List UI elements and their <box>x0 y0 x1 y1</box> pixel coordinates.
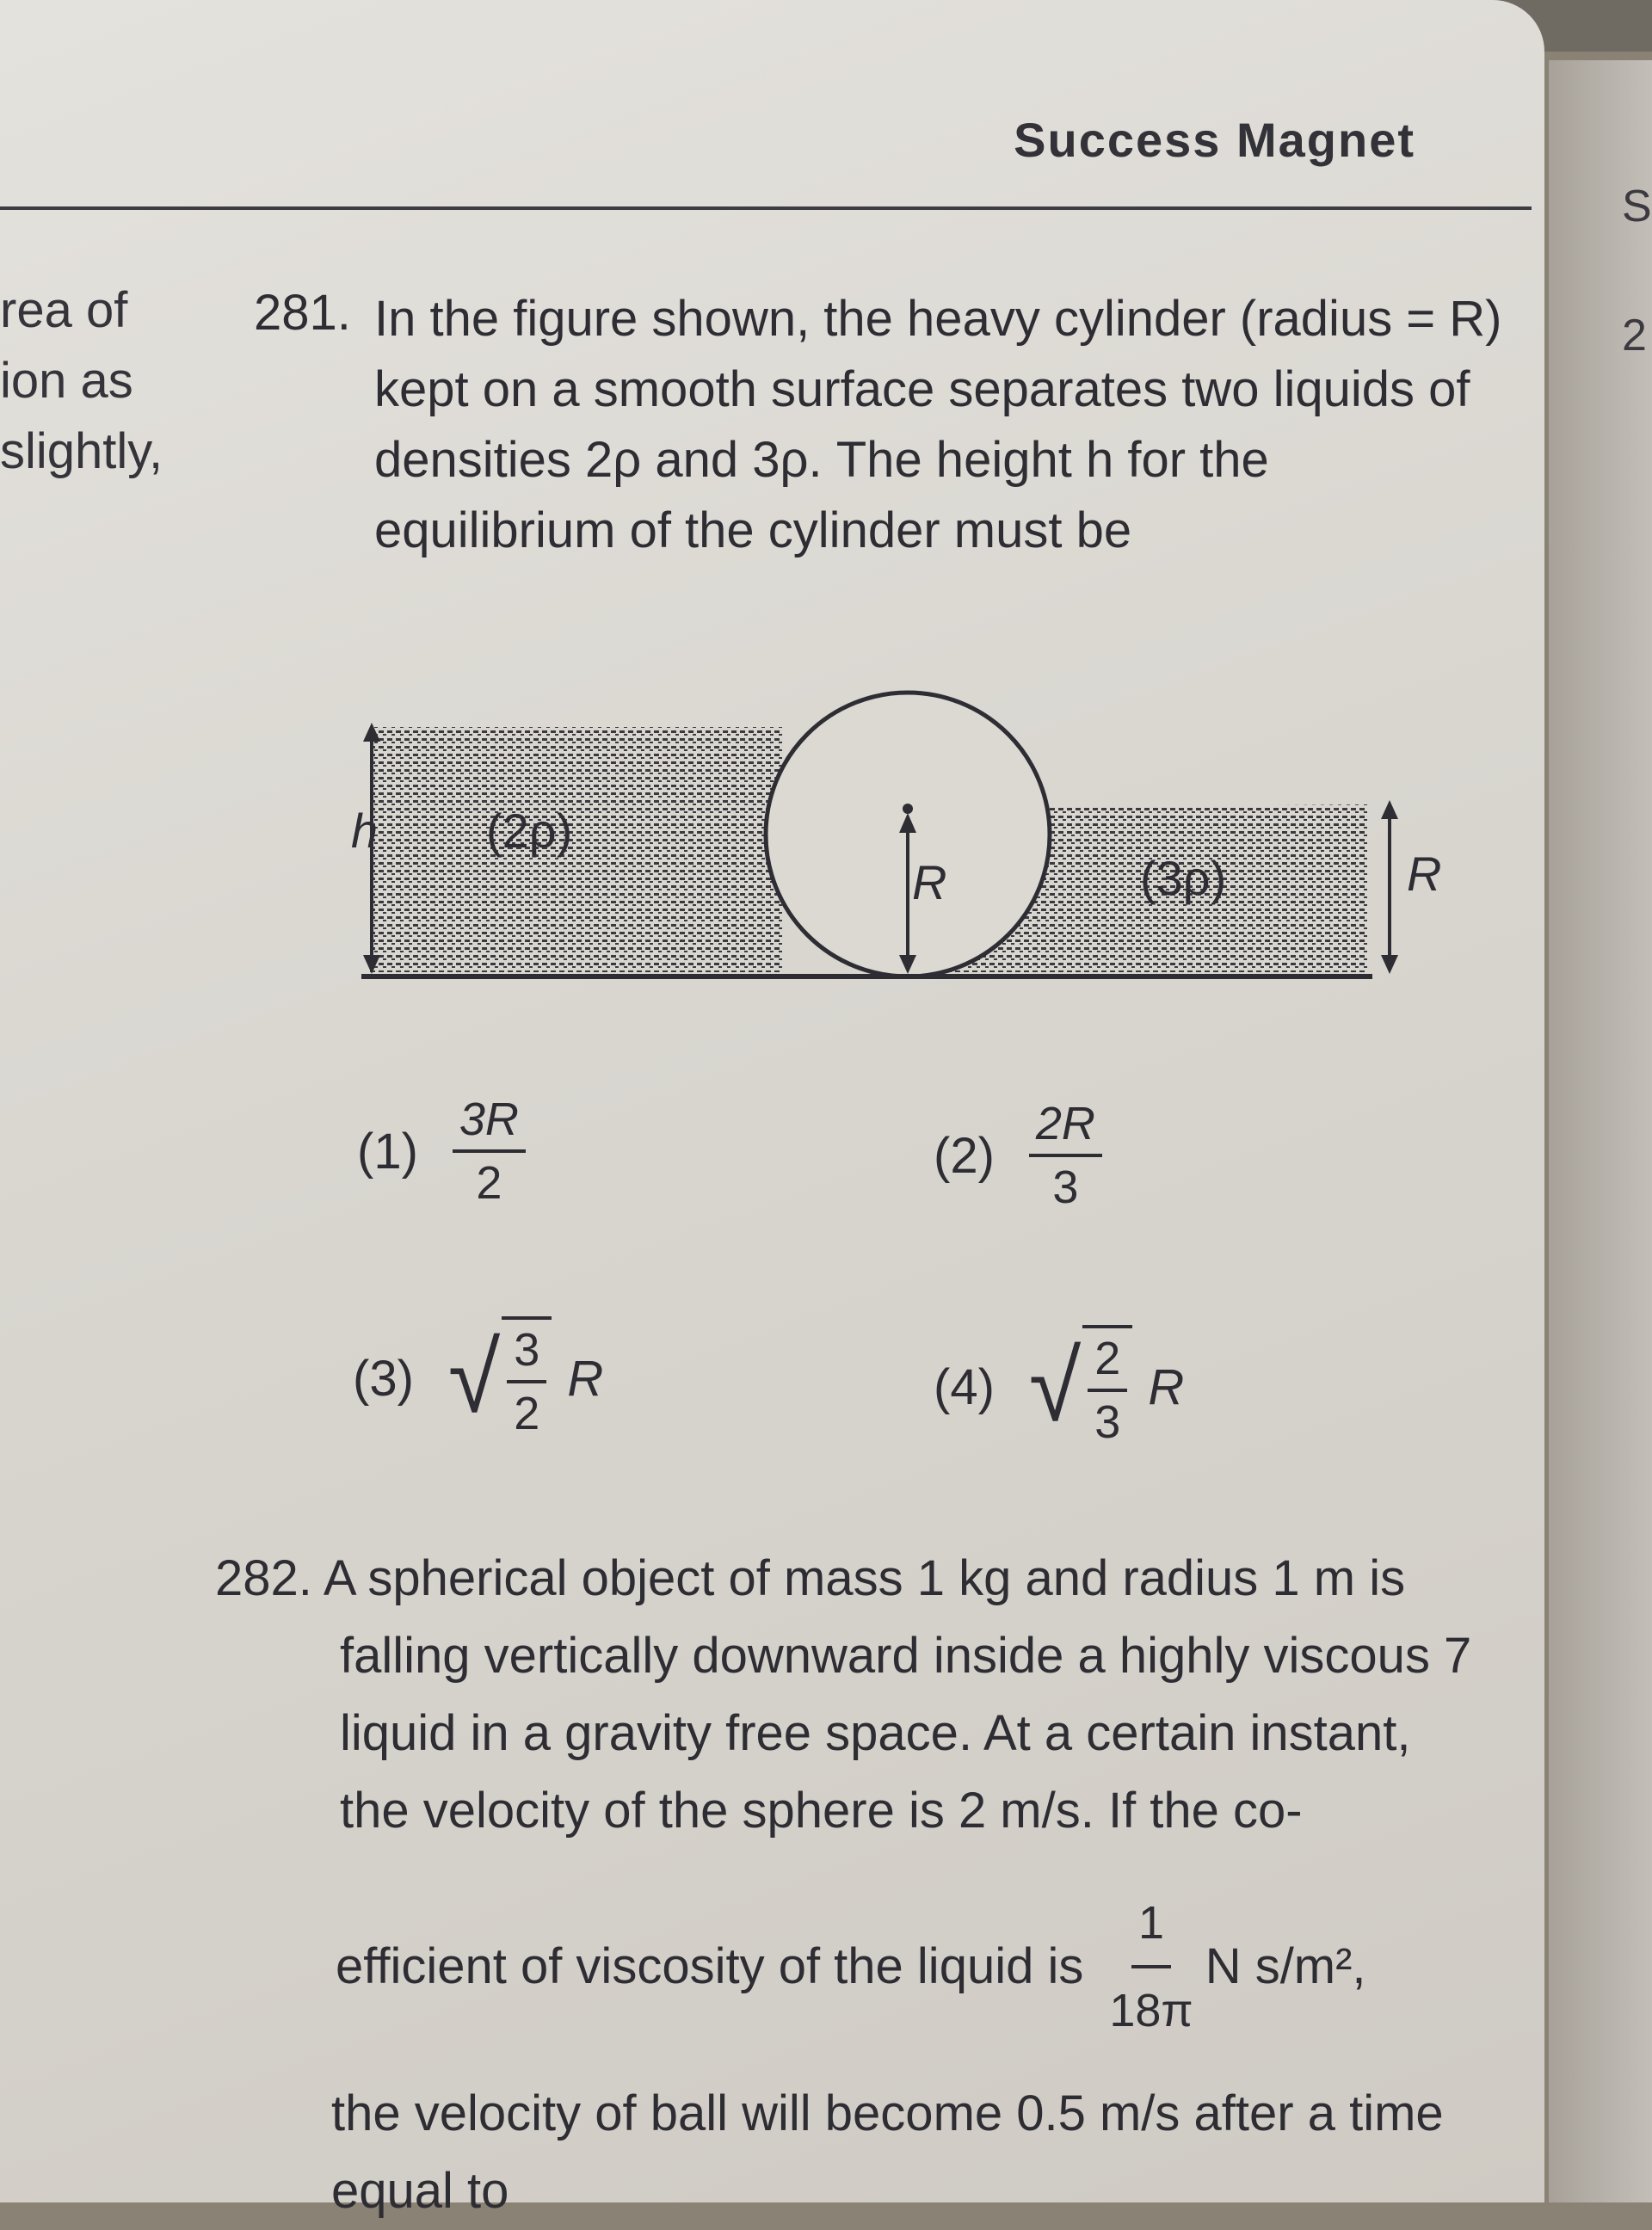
question-line: the velocity of ball will become 0.5 m/s after a time <box>331 2085 1444 2141</box>
label-h: h <box>351 804 379 858</box>
label-right-height: R <box>1407 847 1442 901</box>
option-4 <box>934 1325 1184 1449</box>
adjacent-page-edge <box>1549 60 1652 2202</box>
question-281-options <box>344 1093 1549 1488</box>
option-number: (1) <box>357 1123 418 1180</box>
margin-line: rea of <box>0 282 128 338</box>
adjacent-page-glyph-2: 2 <box>1622 311 1647 360</box>
option-number: (4) <box>934 1358 995 1415</box>
fraction-numerator: 3 <box>507 1323 546 1383</box>
margin-line: slightly, <box>0 423 163 479</box>
left-margin-text <box>0 275 163 487</box>
label-radius: R <box>912 855 947 909</box>
viscosity-prefix: efficient of viscosity of the liquid is <box>336 1938 1084 1994</box>
question-281-text <box>374 284 1502 566</box>
radical-sign: √ <box>1028 1330 1082 1443</box>
option-fraction <box>453 1093 526 1210</box>
viscosity-fraction <box>1109 1884 1193 2049</box>
option-number: (3) <box>353 1350 414 1407</box>
fraction-numerator: 3R <box>453 1093 526 1153</box>
option-1 <box>357 1093 526 1210</box>
option-2 <box>934 1097 1102 1214</box>
question-line: densities 2ρ and 3ρ. The height h for the <box>374 432 1269 488</box>
label-right-density: (3ρ) <box>1140 851 1227 905</box>
question-line: In the figure shown, the heavy cylinder (radius = R) <box>374 291 1502 347</box>
question-line: liquid in a gravity free space. At a certain instant, <box>340 1705 1411 1761</box>
fraction-numerator: 1 <box>1131 1884 1171 1968</box>
right-arrow-head-down <box>1381 955 1398 974</box>
option-3 <box>353 1316 603 1440</box>
radical-sign: √ <box>447 1321 501 1434</box>
question-line <box>215 1540 1471 1617</box>
question-line: falling vertically downward inside a highly viscous 7 <box>340 1628 1472 1684</box>
adjacent-page-glyph-1: S <box>1622 182 1652 231</box>
question-line: equilibrium of the cylinder must be <box>374 502 1132 558</box>
option-fraction <box>1082 1325 1132 1449</box>
question-282 <box>215 1540 1471 2230</box>
question-281-number: 281. <box>254 285 351 341</box>
option-suffix: R <box>567 1350 604 1407</box>
question-line: the velocity of the sphere is 2 m/s. If the co- <box>340 1783 1303 1839</box>
label-left-density: (2ρ) <box>486 804 573 858</box>
cylinder-liquids-figure <box>344 637 1446 998</box>
fraction-denominator: 3 <box>1094 1396 1121 1448</box>
fraction-numerator: 2R <box>1029 1097 1102 1157</box>
right-arrow-head-up <box>1381 800 1398 819</box>
viscosity-line <box>215 1884 1471 2049</box>
option-fraction <box>1029 1097 1102 1214</box>
question-line: equal to <box>331 2163 509 2219</box>
option-suffix: R <box>1148 1358 1185 1415</box>
question-282-number: 282. <box>215 1550 312 1606</box>
running-header: Success Magnet <box>1014 113 1415 167</box>
square-root <box>1029 1325 1132 1449</box>
option-fraction <box>502 1316 552 1440</box>
option-number: (2) <box>934 1127 995 1184</box>
question-line-text: A spherical object of mass 1 kg and radius 1 m is <box>323 1550 1406 1606</box>
fraction-denominator: 3 <box>1052 1161 1079 1213</box>
cylinder-center-dot <box>903 804 913 814</box>
fraction-numerator: 2 <box>1088 1332 1127 1392</box>
left-liquid <box>370 727 783 972</box>
fraction-denominator: 2 <box>514 1388 540 1439</box>
question-line: kept on a smooth surface separates two liquids of <box>374 361 1470 417</box>
viscosity-unit: N s/m², <box>1205 1938 1366 1994</box>
fraction-denominator: 2 <box>476 1157 502 1209</box>
fraction-denominator: 18π <box>1109 1985 1193 2036</box>
margin-line: ion as <box>0 353 133 409</box>
header-rule <box>0 206 1532 210</box>
square-root <box>448 1316 552 1440</box>
